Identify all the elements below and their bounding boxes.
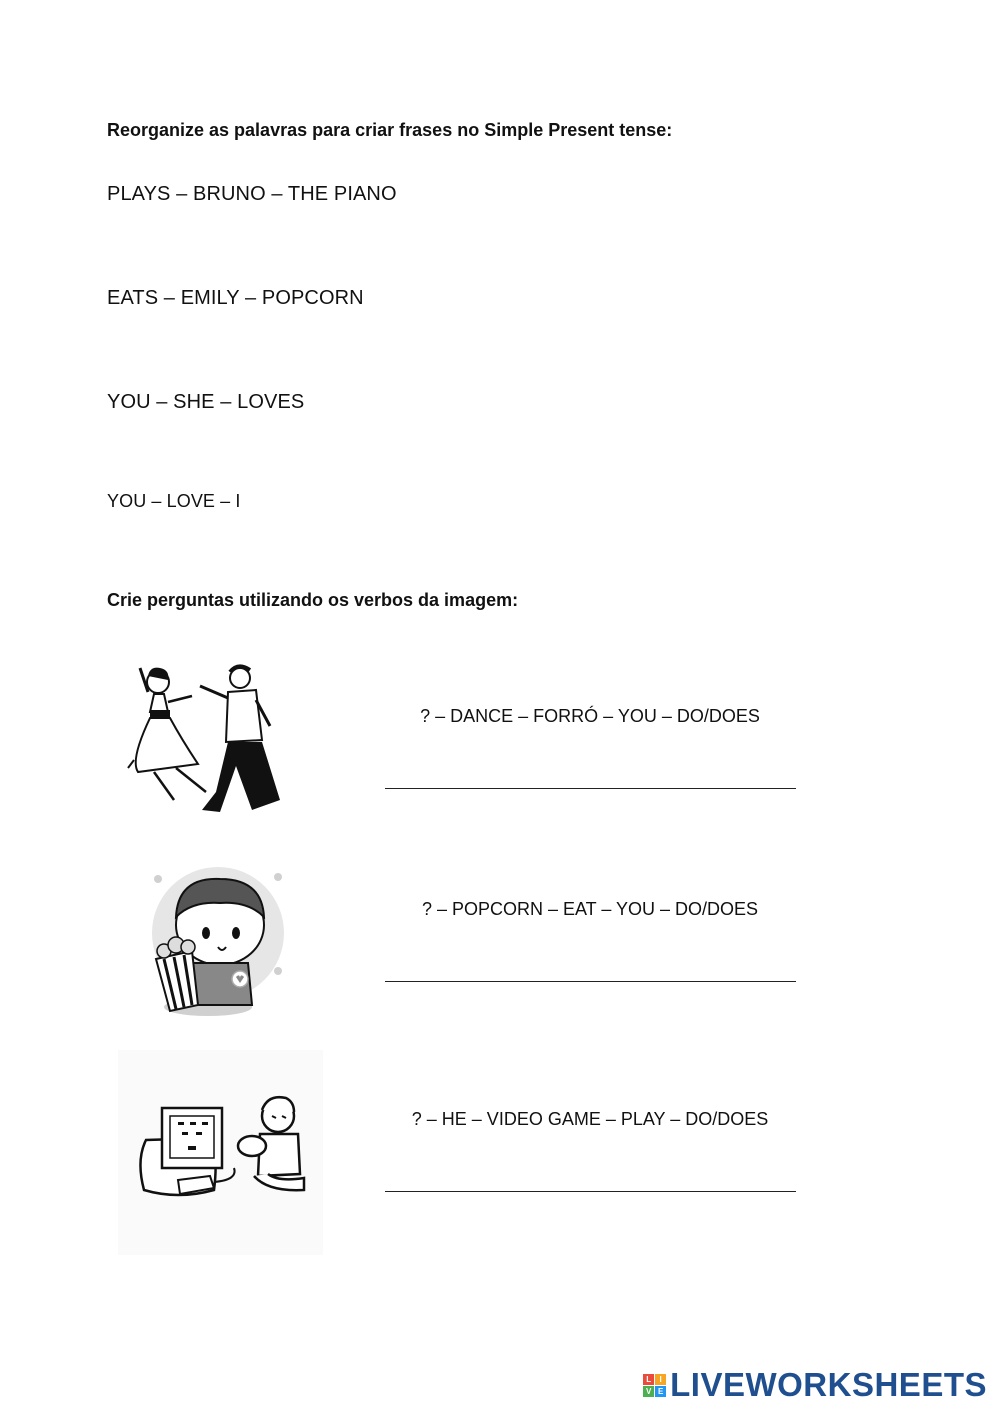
question-1-prompt: ? – DANCE – FORRÓ – YOU – DO/DOES bbox=[420, 706, 760, 726]
dancing-couple-icon bbox=[120, 660, 295, 825]
answer-line-1[interactable] bbox=[385, 788, 796, 789]
brand-name: LIVEWORKSHEETS bbox=[670, 1366, 987, 1403]
liveworksheets-brand bbox=[643, 1366, 987, 1404]
sentence-2: EATS – EMILY – POPCORN bbox=[107, 287, 364, 309]
section1-instruction: Reorganize as palavras para criar frases no Simple Present tense: bbox=[107, 120, 673, 140]
question-3-prompt: ? – HE – VIDEO GAME – PLAY – DO/DOES bbox=[411, 1109, 769, 1129]
answer-line-2[interactable] bbox=[385, 981, 796, 982]
answer-line-3[interactable] bbox=[385, 1191, 796, 1192]
question-2-prompt: ? – POPCORN – EAT – YOU – DO/DOES bbox=[421, 899, 759, 919]
section2-instruction: Crie perguntas utilizando os verbos da imagem: bbox=[107, 590, 519, 610]
sentence-3: YOU – SHE – LOVES bbox=[107, 391, 305, 413]
liveworksheets-logo-icon: L I V E bbox=[643, 1374, 666, 1397]
boy-playing-video-game-icon bbox=[118, 1050, 323, 1260]
sentence-1: PLAYS – BRUNO – THE PIANO bbox=[107, 183, 397, 205]
boy-eating-popcorn-icon bbox=[148, 855, 293, 1030]
sentence-4: YOU – LOVE – I bbox=[107, 491, 241, 511]
